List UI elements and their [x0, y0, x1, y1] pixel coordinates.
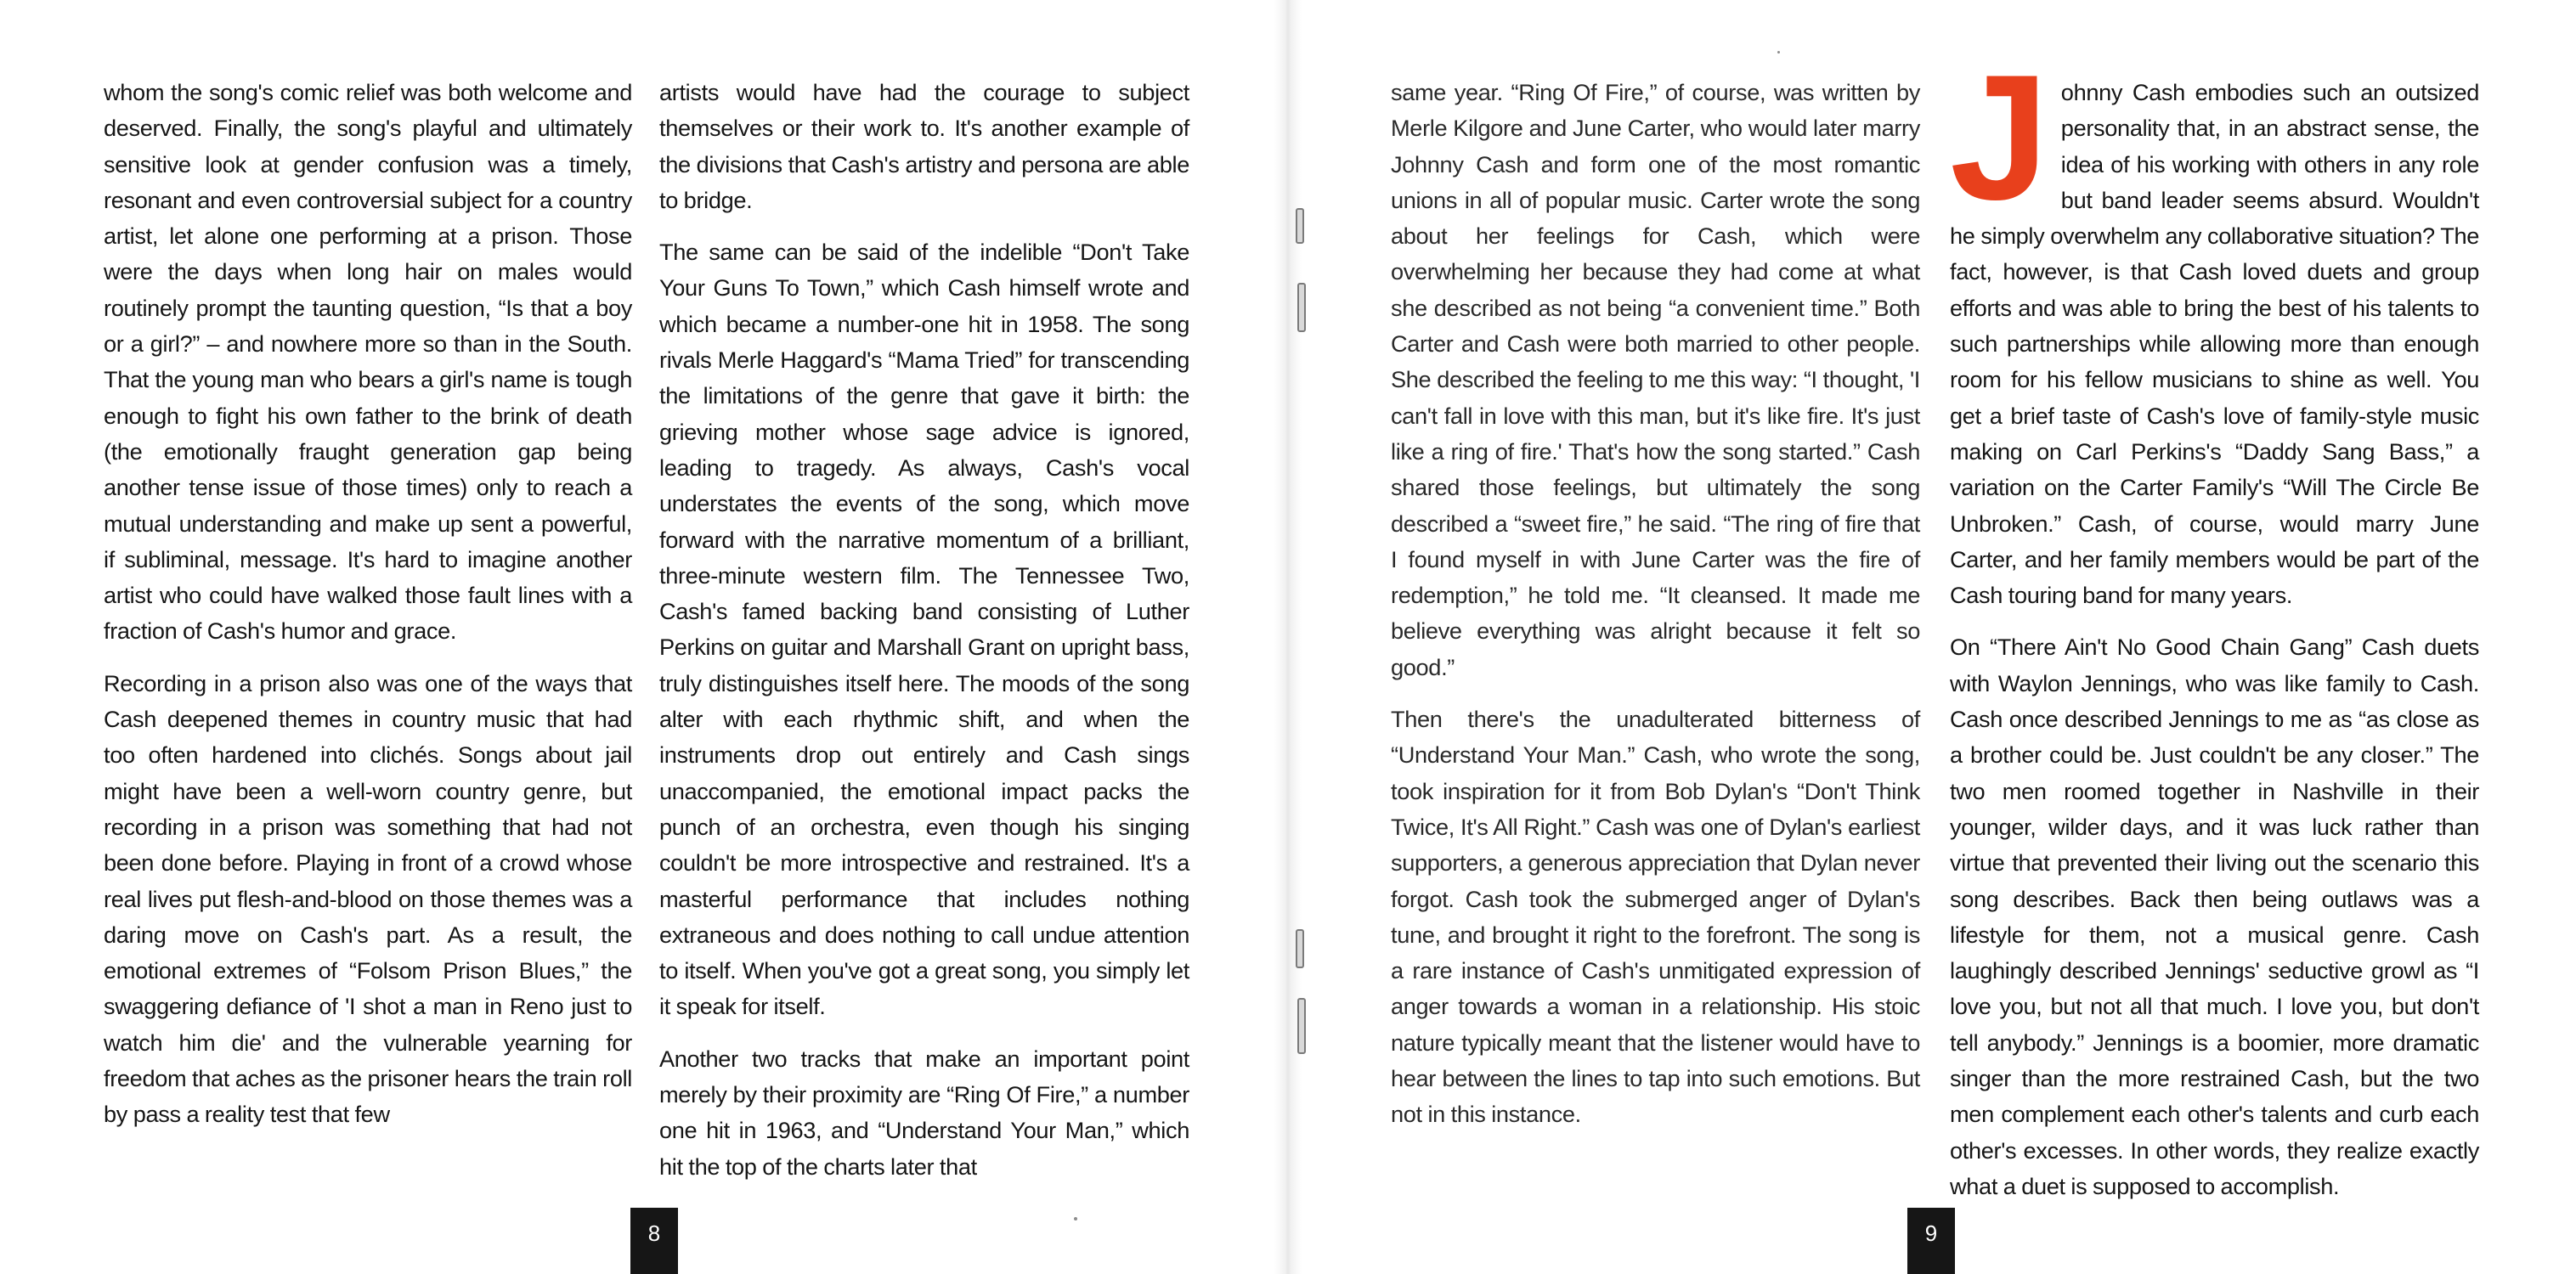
- staple-top-lower: [1297, 283, 1306, 332]
- print-speck: [1074, 1217, 1077, 1220]
- center-gutter: [1274, 0, 1302, 1274]
- body-paragraph: Another two tracks that make an important point merely by their proximity are “Ring Of Fire,” a number one hit in 1963, and “Understand Your Man,” which hit the top of the charts later that: [659, 1045, 1189, 1180]
- left-page-column-1: [104, 75, 632, 1149]
- drop-cap-letter: J: [1950, 37, 2049, 237]
- staple-top: [1296, 208, 1304, 244]
- body-paragraph: The same can be said of the indelible “Don't Take Your Guns To Town,” which Cash himself wrote and which became a number-one hit in 1958. The song rivals Merle Haggard's “Mama Tried” for transcending the limitations of the genre that gave it birth: the grieving mother whose sage advice is ignored, leading to tragedy. As always, Cash's vocal understates the events of the song, which move forward with the narrative momentum of a brilliant, three-minute western film. The Tennessee Two, Cash's famed backing band consisting of Luther Perkins on guitar and Marshall Grant on upright bass, truly distinguishes itself here. The moods of the song alter with each rhythmic shift, and when the instruments drop out entirely and Cash sings unaccompanied, the emotional impact packs the punch of an orchestra, even though his singing couldn't be more introspective and restrained. It's a masterful performance that includes nothing extraneous and does nothing to call undue attention to itself. When you've got a great song, you simply let it speak for itself.: [659, 239, 1189, 1020]
- page-number-8: 8: [630, 1208, 678, 1274]
- opening-paragraph-text: ohnny Cash embodies such an outsized personality that, in an abstract sense, the idea of his working with others in any role but band leader seems absurd. Wouldn't he simply overwhelm any collaborative situation? The fact, however, is that Cash loved duets and group efforts and was able to bring the best of his talents to such partnerships while allowing more than enough room for his fellow musicians to shine as well. You get a brief taste of Cash's love of family-style music making on Carl Perkins's “Daddy Sang Bass,” a variation on the Carter Family's “Will The Circle Be Unbroken.” Cash, of course, would marry June Carter, and her family members would be part of the Cash touring band for many years.: [1950, 79, 2479, 609]
- right-page-column-1: [1391, 75, 1920, 1149]
- page-number-9: 9: [1907, 1208, 1955, 1274]
- body-paragraph: artists would have had the courage to subject themselves or their work to. It's another example of the divisions that Cash's artistry and persona are able to bridge.: [659, 79, 1189, 213]
- body-paragraph: same year. “Ring Of Fire,” of course, was written by Merle Kilgore and June Carter, who would later marry Johnny Cash and form one of the most romantic unions in all of popular music. Carter wrote the song about her feelings for Cash, which were overwhelming her because they had come at what she described as not being “a convenient time.” Both Carter and Cash were both married to other people. She described the feeling to me this way: “I thought, 'I can't fall in love with this man, but it's like fire. It's just like a ring of fire.' That's how the song started.” Cash shared those feelings, but ultimately the song described a “sweet fire,” he said. “The ring of fire that I found myself in with June Carter was the fire of redemption,” he told me. “It cleansed. It made me believe everything was alright because it felt so good.”: [1391, 79, 1920, 680]
- body-paragraph: Then there's the unadulterated bitterness of “Understand Your Man.” Cash, who wrote the song, took inspiration for it from Bob Dylan's “Don't Think Twice, It's All Right.” Cash was one of Dylan's earliest supporters, a generous appreciation that Dylan never forgot. Cash took the submerged anger of Dylan's tune, and brought it right to the forefront. The song is a rare instance of Cash's unmitigated expression of anger towards a woman in a relationship. His stoic nature typically meant that the listener would have to hear between the lines to tap into such emotions. But not in this instance.: [1391, 706, 1920, 1128]
- body-paragraph: whom the song's comic relief was both welcome and deserved. Finally, the song's playful and ultimately sensitive look at gender confusion was a timely, resonant and even controversial subject for a country artist, let alone one performing at a prison. Those were the days when long hair on males would routinely prompt the taunting question, “Is that a boy or a girl?” – and nowhere more so than in the South. That the young man who bears a girl's name is tough enough to fight his own father to the brink of death (the emotionally fraught generation gap being another tense issue of those times) only to reach a mutual understanding and make up sent a powerful, if subliminal, message. It's hard to imagine another artist who could have walked those fault lines with a fraction of Cash's humor and grace.: [104, 79, 632, 645]
- body-paragraph: Recording in a prison also was one of the ways that Cash deepened themes in country music that had too often hardened into clichés. Songs about jail might have been a well-worn country genre, but recording in a prison was something that had not been done before. Playing in front of a crowd whose real lives put flesh-and-blood on those themes was a daring move on Cash's part. As a result, the emotional extremes of “Folsom Prison Blues,” the swaggering defiance of 'I shot a man in Reno just to watch him die' and the vulnerable yearning for freedom that aches as the prisoner hears the train roll by pass a reality test that few: [104, 669, 632, 1128]
- body-paragraph: On “There Ain't No Good Chain Gang” Cash duets with Waylon Jennings, who was like family to Cash. Cash once described Jennings to me as “as close as a brother could be. Just couldn't be any closer.” The two men roomed together in Nashville in their younger, wilder days, and it was luck rather than virtue that prevented their living out the scenario this song describes. Back then being outlaws was a lifestyle for them, not a musical genre. Cash laughingly described Jennings' seductive growl as “I love you, but not all that much. I love you, but don't tell anybody.” Jennings is a boomier, more dramatic singer than the more restrained Cash, but the two men complement each other's talents and curb each other's excesses. In other words, they realize exactly what a duet is supposed to accomplish.: [1950, 634, 2479, 1199]
- right-page-column-2: [1950, 37, 2479, 1220]
- left-page-column-2: [659, 75, 1189, 1201]
- staple-bottom: [1296, 929, 1304, 968]
- staple-bottom-lower: [1297, 998, 1306, 1054]
- print-speck: [1777, 51, 1780, 54]
- opening-paragraph: [1950, 37, 2479, 613]
